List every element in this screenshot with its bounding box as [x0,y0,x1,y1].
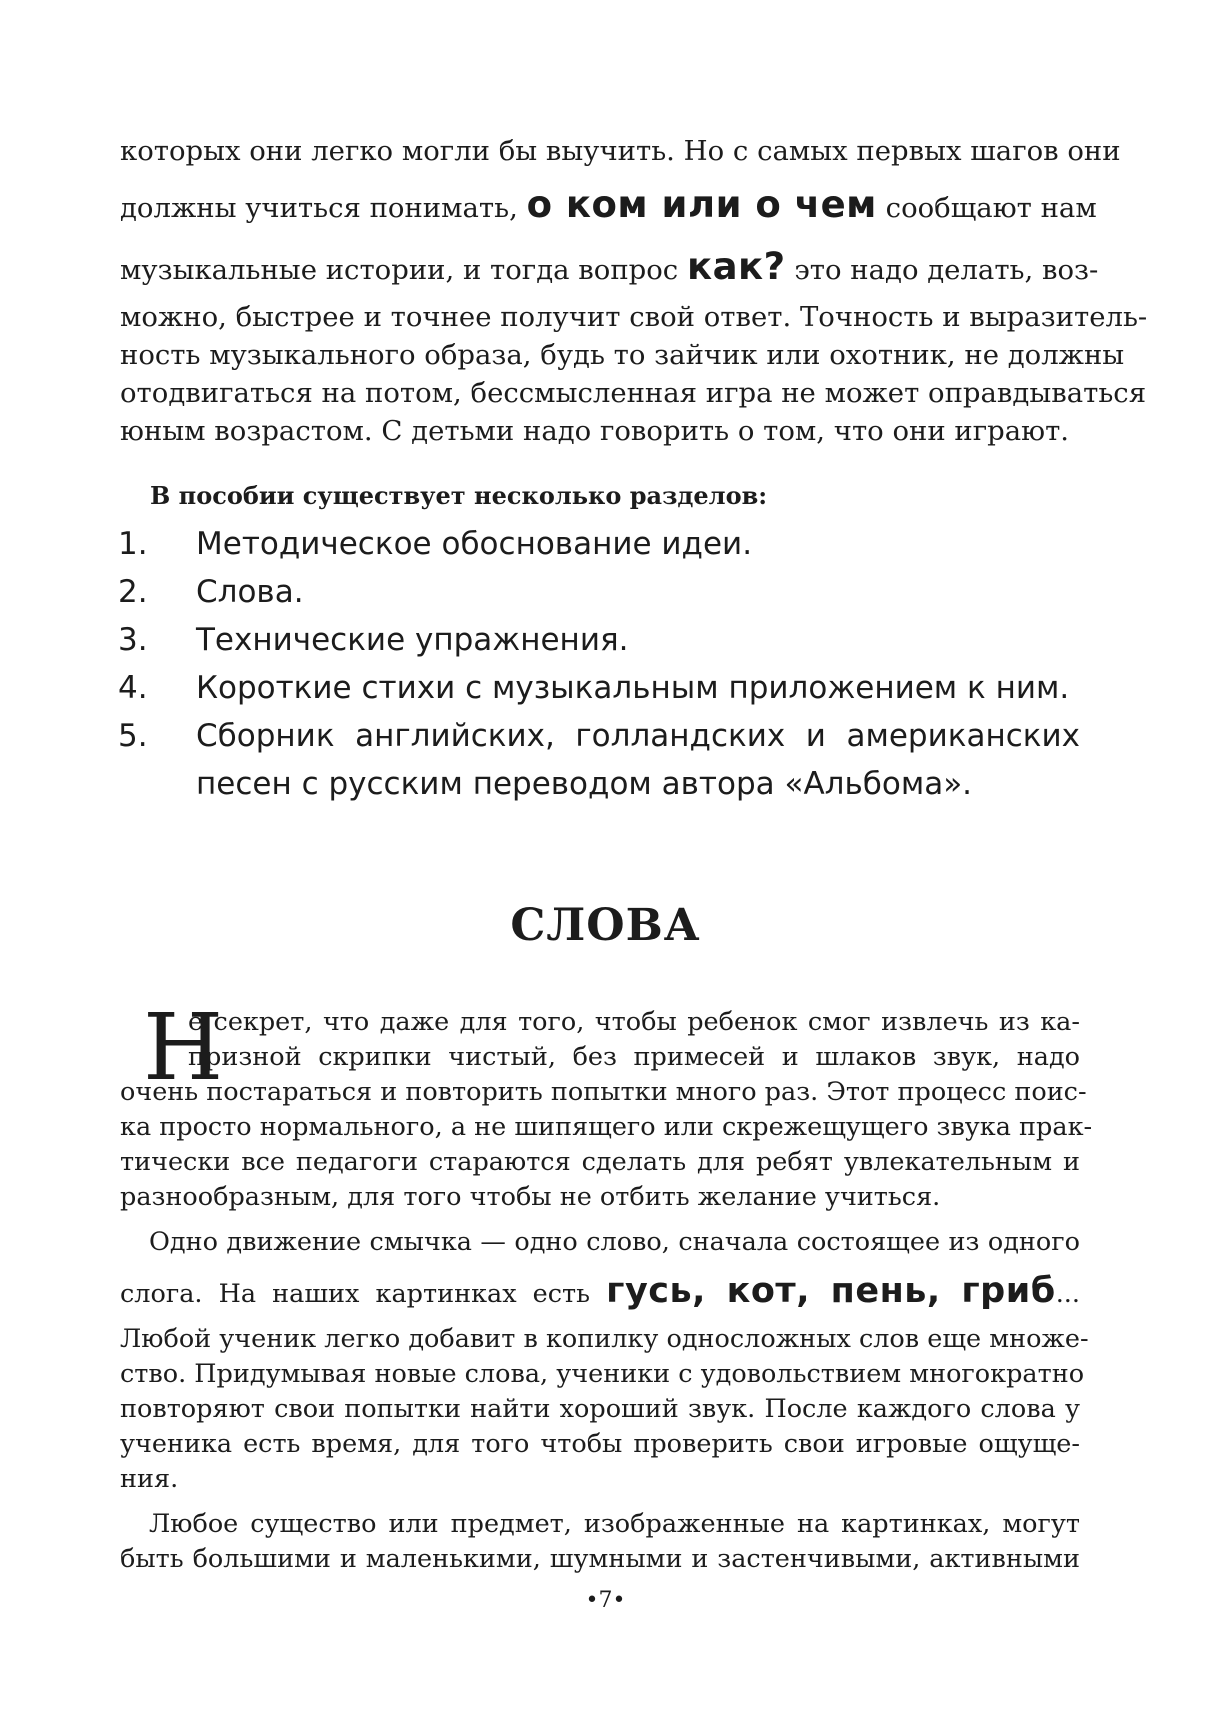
text-line: юным возрастом. С детьми надо говорить о том, что они играют. [120,415,1070,447]
sections-heading: В пособии существует несколько разделов: [150,481,768,510]
chapter-title: СЛОВА [510,900,701,951]
list-item [118,520,1080,568]
text-line: можно, быстрее и точнее получит свой ответ. Точность и выразитель- [120,301,1148,333]
text-line: которых они легко могли бы выучить. Но с самых первых шагов они [120,135,1121,167]
intro-paragraph [120,128,1148,450]
text-line: музыкальные истории, и тогда вопрос как? это надо делать, воз- [120,245,1099,288]
list-number: 5. [118,718,148,754]
drop-cap: Н [143,994,224,1101]
text-line: Любое существо или предмет, изображенные на картинках, могут [149,1509,1080,1539]
text-line: ния. [120,1464,179,1494]
sections-list [118,520,1080,808]
text-line: разнообразным, для того чтобы не отбить желание учиться. [120,1182,941,1212]
text-line: быть большими и маленькими, шумными и застенчивыми, активными [120,1544,1080,1574]
list-text: Методическое обоснование идеи. [196,526,753,562]
text-line: Одно движение смычка — одно слово, сначала состоящее из одного [149,1227,1080,1257]
emphasis-text: гусь, кот, пень, гриб [606,1271,1056,1311]
emphasis-text: как? [686,245,786,288]
chapter-body [120,994,1093,1577]
list-item [118,616,1080,664]
text-line: повторяют свои попытки найти хороший звук. После каждого слова у [120,1394,1080,1424]
list-number: 1. [118,526,148,562]
list-item [118,568,1080,616]
list-number: 3. [118,622,148,658]
emphasis-text: о ком или о чем [526,183,877,226]
text-line: ность музыкального образа, будь то зайчик или охотник, не должны [120,339,1125,371]
list-text: Короткие стихи с музыкальным приложением к ним. [196,670,1070,706]
text-line: должны учиться понимать, о ком или о чем сообщают нам [120,183,1097,226]
list-item [118,664,1080,712]
list-number: 4. [118,670,148,706]
text-line: призной скрипки чистый, без примесей и шлаков звук, надо [188,1042,1080,1072]
page-number: •7• [585,1588,626,1613]
text-line: отодвигаться на потом, бессмысленная игра не может оправдываться [120,377,1147,409]
text-line: тически все педагоги стараются сделать для ребят увлекательным и [120,1147,1080,1177]
list-text: Технические упражнения. [196,622,629,658]
text-line: ка просто нормального, а не шипящего или скрежещущего звука прак- [120,1112,1093,1142]
text-line: слога. На наших картинках есть гусь, кот, пень, гриб... [120,1271,1081,1311]
text-line: очень постараться и повторить попытки много раз. Этот процесс поис- [120,1077,1087,1107]
text-line: Любой ученик легко добавит в копилку односложных слов еще множе- [120,1324,1089,1354]
list-text [196,712,1080,808]
list-text: Слова. [196,574,304,610]
text-line: ство. Придумывая новые слова, ученики с удовольствием многократно [120,1359,1085,1389]
text-line: е секрет, что даже для того, чтобы ребенок смог извлечь из ка- [188,1007,1080,1037]
list-item [118,712,1080,808]
list-text-line: песен с русским переводом автора «Альбома». [196,766,973,802]
list-text-line: Сборник английских, голландских и американских [196,718,1080,754]
list-number: 2. [118,574,148,610]
text-line: ученика есть время, для того чтобы проверить свои игровые ощуще- [120,1429,1080,1459]
